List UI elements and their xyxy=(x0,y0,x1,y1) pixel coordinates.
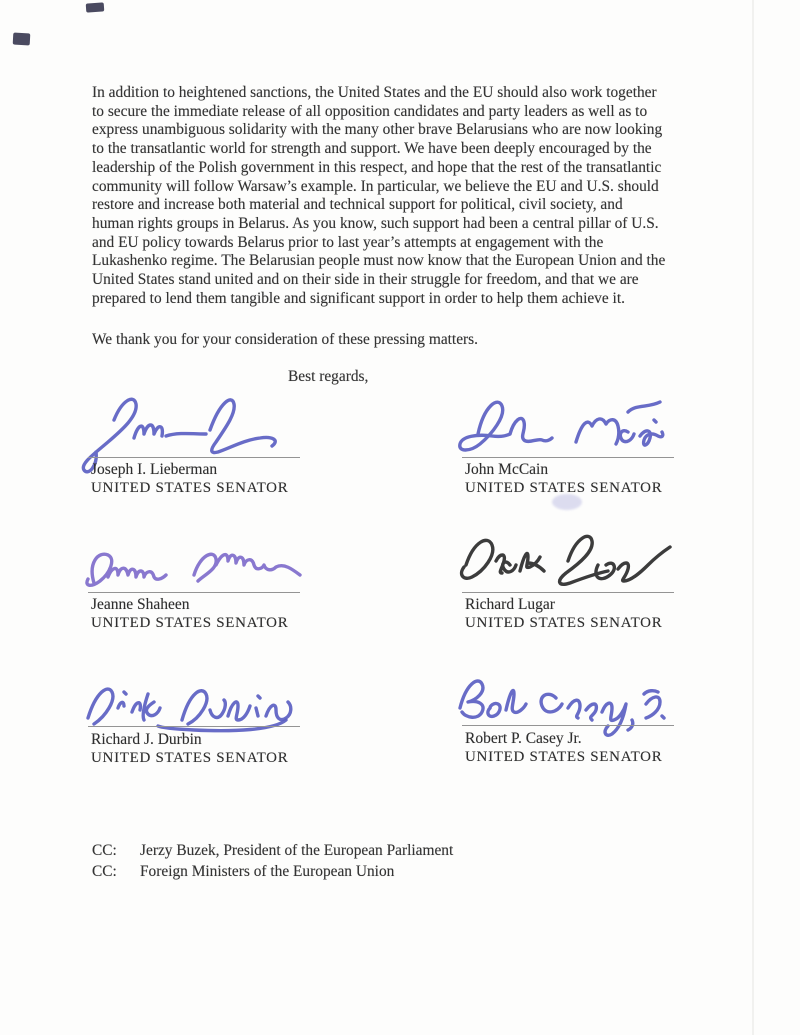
body-line: to secure the immediate release of all opposition candidates and party leaders as well as to xyxy=(92,102,648,120)
cc-label: CC: xyxy=(92,842,117,859)
body-line: prepared to lend them tangible and significant support in order to help them achieve it. xyxy=(92,289,625,307)
signature-rule xyxy=(462,592,674,593)
signatory-name: Joseph I. Lieberman xyxy=(91,461,218,478)
cc-label: CC: xyxy=(92,863,117,880)
letter-body-paragraph xyxy=(92,84,752,308)
cc-text: Foreign Ministers of the European Union xyxy=(140,863,395,880)
body-line: Lukashenko regime. The Belarusian people must now know that the European Union and the xyxy=(92,252,666,270)
cc-section xyxy=(92,840,453,882)
signatory-title: UNITED STATES SENATOR xyxy=(465,480,663,496)
signature-rule xyxy=(462,725,674,726)
signatory-title: UNITED STATES SENATOR xyxy=(465,749,663,765)
body-line: express unambiguous solidarity with the many other brave Belarusians who are now looking xyxy=(92,121,663,139)
scan-artifact-mark xyxy=(13,33,31,46)
body-line: In addition to heightened sanctions, the United States and the EU should also work together xyxy=(92,84,657,101)
signatory-name: John McCain xyxy=(465,461,549,478)
body-line: community will follow Warsaw’s example. In particular, we believe the EU and U.S. should xyxy=(92,177,659,195)
signature-rule xyxy=(88,592,300,593)
cc-text: Jerzy Buzek, President of the European Parliament xyxy=(140,842,454,859)
body-line: to the transatlantic world for strength and support. We have been deeply encouraged by the xyxy=(92,140,652,158)
body-line: leadership of the Polish government in this respect, and hope that the rest of the transatlantic xyxy=(92,158,662,176)
body-line: restore and increase both material and technical support for political, civil society, and xyxy=(92,196,623,214)
signature-rule xyxy=(88,726,300,727)
body-line: and EU policy towards Belarus prior to last year’s attempts at engagement with the xyxy=(92,233,604,251)
signatory-title: UNITED STATES SENATOR xyxy=(465,615,663,631)
cc-row xyxy=(92,840,453,861)
scan-fold-line xyxy=(752,0,754,1035)
closing-salutation: Best regards, xyxy=(288,368,369,385)
signatory-name: Robert P. Casey Jr. xyxy=(465,730,582,747)
signatory-name: Richard Lugar xyxy=(465,596,555,613)
signature-rule xyxy=(88,457,300,458)
thanks-line: We thank you for your consideration of these pressing matters. xyxy=(92,331,478,348)
signature-rule xyxy=(462,457,674,458)
body-line: United States stand united and on their side in their struggle for freedom, and that we are xyxy=(92,271,639,289)
signatory-title: UNITED STATES SENATOR xyxy=(91,750,289,766)
signatory-title: UNITED STATES SENATOR xyxy=(91,480,289,496)
signatory-name: Jeanne Shaheen xyxy=(91,596,190,613)
cc-row xyxy=(92,861,453,882)
signatory-name: Richard J. Durbin xyxy=(91,731,202,748)
scan-artifact-mark xyxy=(86,2,105,12)
signatory-title: UNITED STATES SENATOR xyxy=(91,615,289,631)
body-line: human rights groups in Belarus. As you know, such support had been a central pillar of U.S. xyxy=(92,214,659,232)
